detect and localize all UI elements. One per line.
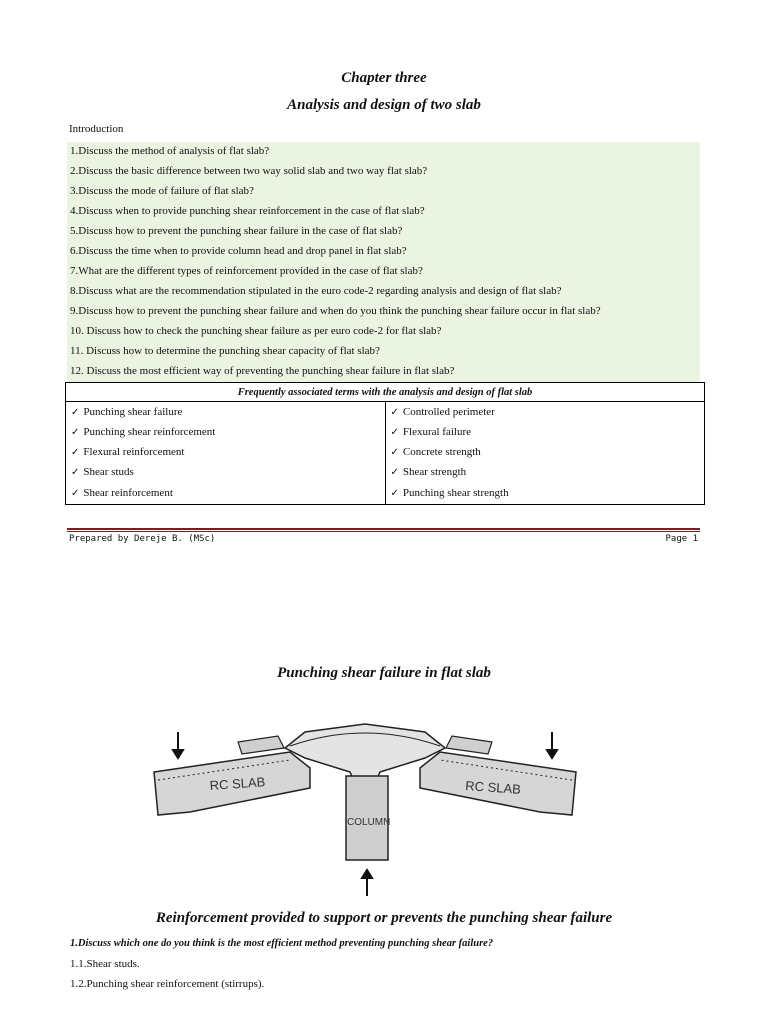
load-arrow-left-icon	[173, 732, 183, 758]
table-row	[66, 422, 705, 442]
table-row	[66, 482, 705, 505]
table-cell	[385, 442, 705, 462]
question-item: 7.What are the different types of reinforcement provided in the case of flat slab?	[70, 265, 423, 277]
punching-shear-diagram	[150, 710, 580, 900]
intro-label: Introduction	[69, 123, 124, 135]
term-label: Punching shear reinforcement	[83, 426, 216, 438]
terms-table	[65, 382, 705, 505]
table-cell	[66, 402, 386, 423]
term-label: Concrete strength	[402, 446, 481, 458]
question-item: 11. Discuss how to determine the punching shear capacity of flat slab?	[70, 345, 380, 357]
terms-table-header: Frequently associated terms with the analysis and design of flat slab	[66, 383, 705, 402]
chapter-title: Chapter three	[341, 70, 427, 86]
check-icon: ✓	[390, 467, 399, 478]
footer-rule	[67, 528, 700, 530]
question-item: 8.Discuss what are the recommendation stipulated in the euro code-2 regarding analysis and design of flat slab?	[70, 285, 562, 297]
answer-item: 1.2.Punching shear reinforcement (stirrups).	[70, 978, 265, 990]
discussion-question: 1.Discuss which one do you think is the most efficient method preventing punching shear failure?	[70, 938, 494, 949]
chapter-subtitle: Analysis and design of two slab	[287, 97, 481, 113]
reinforcement-heading: Reinforcement provided to support or prevents the punching shear failure	[155, 910, 613, 926]
footer-rule-thin	[67, 531, 700, 532]
answer-item: 1.1.Shear studs.	[70, 958, 140, 970]
table-cell	[385, 482, 705, 505]
term-label: Punching shear strength	[402, 487, 509, 499]
question-item: 1.Discuss the method of analysis of flat slab?	[70, 145, 270, 157]
question-item: 12. Discuss the most efficient way of preventing the punching shear failure in flat slab?	[70, 365, 455, 377]
term-label: Flexural reinforcement	[83, 446, 185, 458]
figure-label-left-slab: RC SLAB	[209, 774, 266, 793]
check-icon: ✓	[390, 447, 399, 458]
term-label: Shear reinforcement	[83, 487, 173, 499]
term-label: Punching shear failure	[83, 406, 183, 418]
check-icon: ✓	[71, 467, 80, 478]
check-icon: ✓	[71, 488, 80, 499]
question-item: 3.Discuss the mode of failure of flat slab?	[70, 185, 254, 197]
question-item: 6.Discuss the time when to provide column head and drop panel in flat slab?	[70, 245, 407, 257]
table-row	[66, 442, 705, 462]
check-icon: ✓	[71, 427, 80, 438]
reaction-arrow-icon	[362, 870, 372, 896]
table-row	[66, 402, 705, 423]
table-cell	[385, 422, 705, 442]
question-item: 5.Discuss how to prevent the punching shear failure in the case of flat slab?	[70, 225, 403, 237]
table-cell	[66, 482, 386, 505]
question-item: 4.Discuss when to provide punching shear reinforcement in the case of flat slab?	[70, 205, 425, 217]
term-label: Shear studs	[83, 466, 134, 478]
table-cell	[66, 442, 386, 462]
footer-page-number: Page 1	[665, 534, 698, 544]
load-arrow-right-icon	[547, 732, 557, 758]
term-label: Controlled perimeter	[402, 406, 495, 418]
table-cell	[385, 402, 705, 423]
figure-label-right-slab: RC SLAB	[464, 778, 522, 797]
figure-label-column: COLUMN	[347, 817, 391, 828]
question-item: 10. Discuss how to check the punching shear failure as per euro code-2 for flat slab?	[70, 325, 442, 337]
question-item: 2.Discuss the basic difference between two way solid slab and two way flat slab?	[70, 165, 428, 177]
table-cell	[385, 462, 705, 482]
term-label: Flexural failure	[402, 426, 472, 438]
term-label: Shear strength	[402, 466, 467, 478]
question-item: 9.Discuss how to prevent the punching shear failure and when do you think the punching shear failure occur in flat slab?	[70, 305, 601, 317]
table-cell	[66, 422, 386, 442]
check-icon: ✓	[390, 407, 399, 418]
footer-author: Prepared by Dereje B. (MSc)	[69, 534, 216, 544]
section-heading: Punching shear failure in flat slab	[277, 665, 491, 681]
question-list	[67, 142, 700, 382]
table-row	[66, 462, 705, 482]
check-icon: ✓	[390, 427, 399, 438]
check-icon: ✓	[71, 447, 80, 458]
check-icon: ✓	[390, 488, 399, 499]
check-icon: ✓	[71, 407, 80, 418]
table-cell	[66, 462, 386, 482]
